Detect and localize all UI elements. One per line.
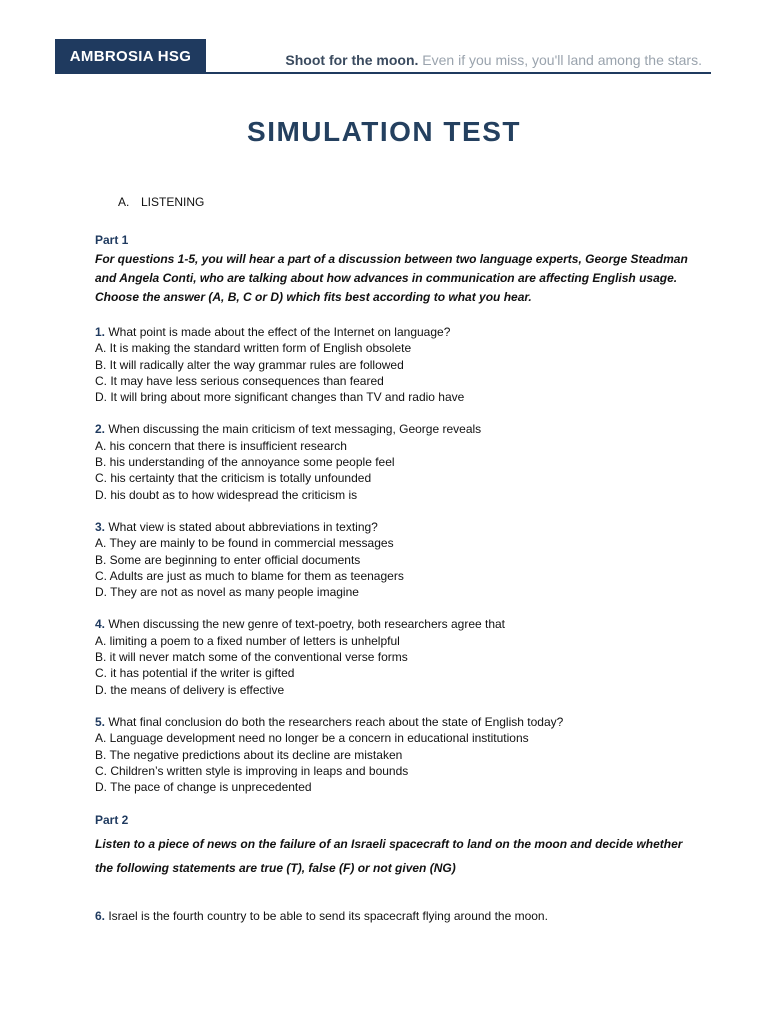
section-label: LISTENING bbox=[141, 195, 205, 209]
option-c: C. his certainty that the criticism is totally unfounded bbox=[95, 471, 372, 486]
option-c: C. it has potential if the writer is gifted bbox=[95, 666, 295, 681]
part2-label: Part 2 bbox=[95, 813, 129, 827]
option-a: A. It is making the standard written form of English obsolete bbox=[95, 341, 412, 356]
section-heading bbox=[118, 195, 204, 209]
option-c: C. It may have less serious consequences than feared bbox=[95, 373, 384, 388]
part1-questions bbox=[95, 324, 695, 811]
part2-instruction: Listen to a piece of news on the failure of an Israeli spacecraft to land on the moon and decide whether the following statements are true (T), false (F) or not given (NG) bbox=[95, 837, 683, 875]
option-b: B. Some are beginning to enter official documents bbox=[95, 552, 361, 567]
question-block bbox=[95, 421, 695, 502]
question-stem: What point is made about the effect of the Internet on language? bbox=[105, 325, 451, 339]
section-letter: A. bbox=[118, 195, 130, 209]
brand-badge bbox=[55, 39, 206, 73]
part1-label: Part 1 bbox=[95, 233, 129, 247]
tagline-light: Even if you miss, you'll land among the stars. bbox=[418, 52, 702, 68]
option-b: B. it will never match some of the conventional verse forms bbox=[95, 650, 408, 665]
option-b: B. The negative predictions about its decline are mistaken bbox=[95, 747, 403, 762]
question-text bbox=[95, 421, 695, 437]
option-d: D. They are not as novel as many people imagine bbox=[95, 585, 359, 600]
question-stem: What final conclusion do both the researchers reach about the state of English today? bbox=[105, 714, 564, 729]
question-block bbox=[95, 519, 695, 600]
option-a: A. They are mainly to be found in commercial messages bbox=[95, 536, 394, 551]
question-text bbox=[95, 714, 695, 730]
option-d: D. the means of delivery is effective bbox=[95, 682, 285, 697]
question-block bbox=[95, 714, 695, 795]
question-stem: When discussing the main criticism of text messaging, George reveals bbox=[105, 422, 482, 437]
question-text bbox=[95, 324, 695, 340]
tagline-strong: Shoot for the moon. bbox=[285, 52, 419, 68]
question-block bbox=[95, 616, 695, 697]
part1-block bbox=[95, 232, 695, 307]
option-d: D. It will bring about more significant changes than TV and radio have bbox=[95, 390, 465, 405]
option-a: A. limiting a poem to a fixed number of letters is unhelpful bbox=[95, 633, 400, 648]
option-a: A. Language development need no longer be a concern in educational institutions bbox=[95, 731, 529, 746]
tagline bbox=[285, 52, 702, 68]
option-b: B. It will radically alter the way grammar rules are followed bbox=[95, 357, 404, 372]
question-text bbox=[95, 519, 695, 535]
question-block bbox=[95, 324, 695, 405]
part2-block bbox=[95, 812, 695, 880]
option-c: C. Adults are just as much to blame for them as teenagers bbox=[95, 568, 404, 583]
question-number: 6. bbox=[95, 909, 106, 923]
question-number: 1. bbox=[95, 325, 106, 339]
question-number: 5. bbox=[95, 714, 106, 729]
question-text bbox=[95, 616, 695, 632]
option-b: B. his understanding of the annoyance some people feel bbox=[95, 455, 395, 470]
page-title: SIMULATION TEST bbox=[247, 116, 521, 147]
option-d: D. his doubt as to how widespread the criticism is bbox=[95, 487, 358, 502]
question-stem: What view is stated about abbreviations in texting? bbox=[105, 519, 378, 534]
part2-questions bbox=[95, 908, 695, 924]
header-divider bbox=[55, 72, 711, 74]
part1-instruction: For questions 1-5, you will hear a part of a discussion between two language experts, George Steadman and Angela Conti, who are talking about how advances in communication are affecting English usage. Choose the answer (A, B, C or D) which fits best according to what you hear. bbox=[95, 252, 688, 304]
question-number: 4. bbox=[95, 617, 106, 632]
question-number: 2. bbox=[95, 422, 106, 437]
option-a: A. his concern that there is insufficient research bbox=[95, 438, 347, 453]
question-stem: When discussing the new genre of text-poetry, both researchers agree that bbox=[105, 617, 506, 632]
question-stem: Israel is the fourth country to be able to send its spacecraft flying around the moon. bbox=[105, 909, 548, 923]
question-number: 3. bbox=[95, 519, 106, 534]
option-d: D. The pace of change is unprecedented bbox=[95, 780, 312, 795]
question-text bbox=[95, 908, 695, 924]
brand-name: AMBROSIA HSG bbox=[69, 47, 192, 65]
option-c: C. Children’s written style is improving in leaps and bounds bbox=[95, 763, 409, 778]
